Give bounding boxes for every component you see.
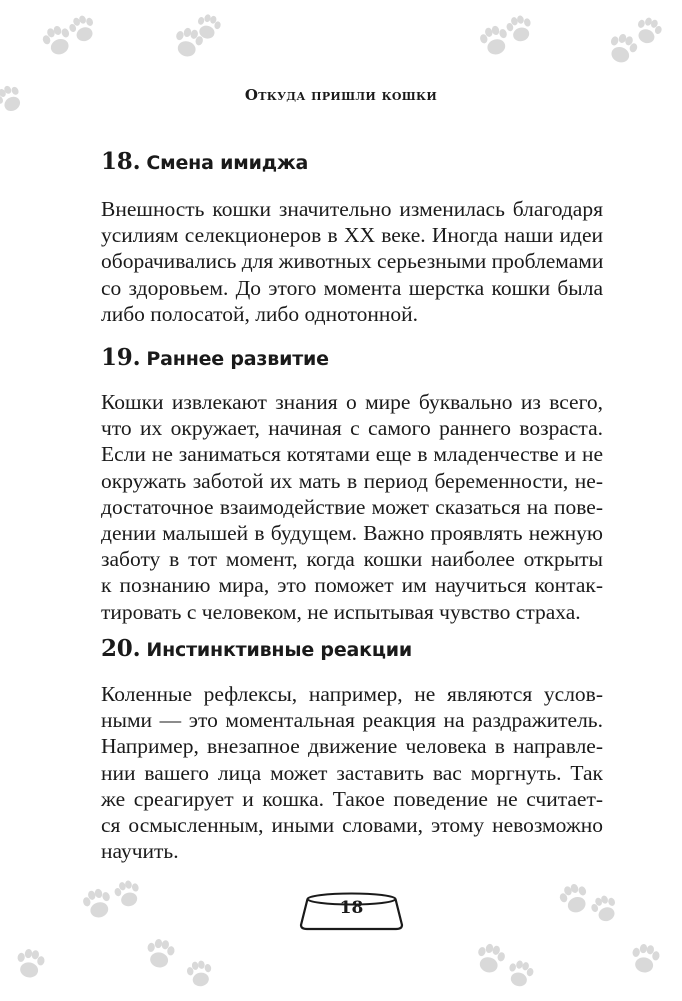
section-number: 19.	[101, 344, 141, 371]
page-number: 18	[339, 898, 364, 918]
text-line: нии вашего лица может заставить вас моргнуть. Так	[101, 760, 603, 785]
section-title: Смена имиджа	[146, 152, 309, 174]
text-line: со здоровьем. До этого момента шерстка кошки была	[101, 275, 603, 300]
text-line: оборачивались для животных серьезными проблемами	[101, 249, 604, 274]
paw-print-icon	[633, 15, 665, 47]
section-body	[101, 196, 603, 327]
paw-print-icon	[14, 947, 46, 979]
paw-print-icon	[478, 23, 512, 57]
text-line: ся осмысленным, иными словами, этому невозможно	[101, 812, 603, 837]
paw-print-icon	[474, 941, 508, 975]
paw-print-icon	[113, 878, 143, 909]
section-heading	[101, 344, 329, 371]
section-body	[101, 389, 603, 625]
section-number: 18.	[101, 148, 141, 175]
section-body	[101, 681, 603, 864]
paw-print-icon	[557, 881, 592, 917]
text-line: заботу в тот момент, когда кошки наиболее открыты	[101, 547, 603, 572]
paw-print-icon	[144, 937, 176, 969]
text-line: либо полосатой, либо однотонной.	[101, 301, 419, 326]
paw-print-icon	[629, 942, 661, 974]
paw-print-icon	[605, 31, 640, 67]
text-line: Например, внезапное движение человека в направле-	[101, 734, 603, 759]
text-line: же среагирует и кошка. Такое поведение не считает-	[101, 786, 603, 811]
text-line: Кошки извлекают знания о мире буквально из всего,	[101, 390, 603, 414]
running-head: Откуда пришли кошки	[244, 86, 438, 104]
text-line: дении малышей в будущем. Важно проявлять нежную	[101, 520, 603, 545]
section-heading	[101, 635, 412, 662]
paw-print-icon	[186, 959, 214, 988]
paw-print-icon	[589, 893, 621, 925]
paw-print-icon	[67, 13, 99, 45]
section-title: Раннее развитие	[146, 348, 329, 370]
text-line: Коленные рефлексы, например, не являются услов-	[101, 682, 603, 706]
paw-print-icon	[505, 958, 535, 989]
text-line: усилиям селекционеров в XX веке. Иногда наши идеи	[101, 223, 603, 248]
text-line: достаточное взаимодействие может сказаться на пове-	[101, 494, 603, 519]
section-title: Инстинктивные реакции	[146, 639, 412, 661]
text-line: Если не заниматься котятами еще в младенчестве и не	[101, 442, 603, 467]
text-line: к познанию мира, это поможет им научиться контак-	[101, 573, 603, 598]
section-number: 20.	[101, 635, 141, 662]
text-line: научить.	[101, 839, 179, 864]
text-line: тировать с человеком, не испытывая чувство страха.	[101, 599, 581, 624]
text-line: Внешность кошки значительно изменилась благодаря	[101, 197, 603, 221]
section-heading	[101, 148, 308, 175]
paw-print-icon	[505, 13, 535, 44]
text-line: что их окружает, начиная с самого раннего возраста.	[101, 416, 603, 441]
paw-print-icon	[81, 886, 115, 920]
text-line: ными — это моментальная реакция на раздражитель.	[101, 708, 603, 733]
text-line: окружать заботой их мать в период беременности, не-	[101, 468, 603, 493]
